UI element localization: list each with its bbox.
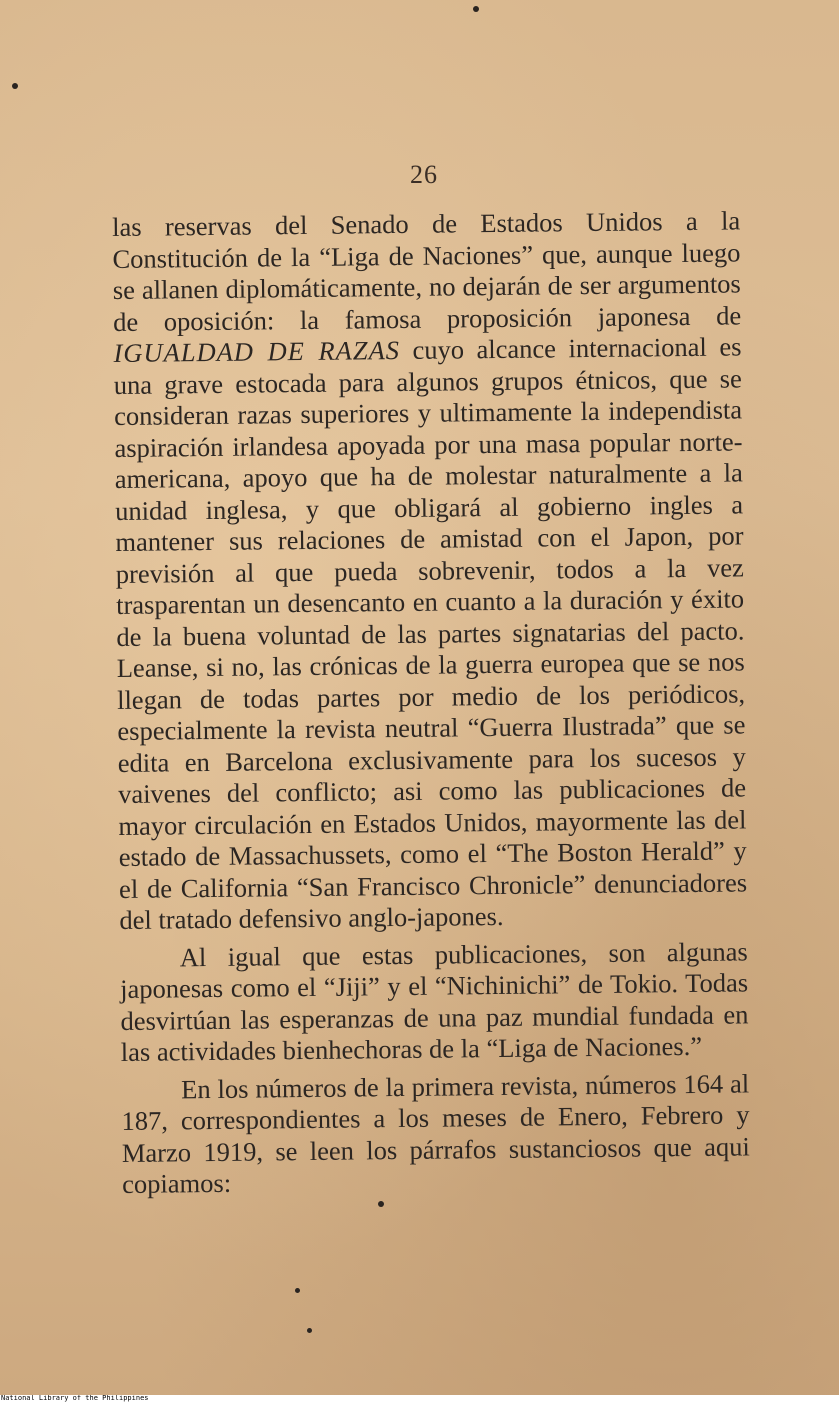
ink-speck-mid xyxy=(378,1201,384,1207)
footer-bar xyxy=(0,1395,839,1403)
ink-speck-lower-2 xyxy=(307,1328,312,1333)
body-text xyxy=(112,205,750,1206)
paragraph-1-text: las reservas del Senado de Estados Unidos a la Constitución de la “Liga de Naciones” que, aunque luego se allanen diplomáticamente, no dejarán de ser argumentos de oposición: la famosa proposición japonesa de xyxy=(112,205,742,337)
paragraph-2: Al igual que estas publicaciones, son algunas japonesas como el “Jiji” y el “Nichinichi” de Tokio. Todas desvirtúan las esperanzas de una paz mundial fundada en las actividades bienhechoras de la “Liga de Naciones.” xyxy=(119,935,749,1067)
library-credit: National Library of the Philippines xyxy=(1,1395,149,1402)
ink-speck-top xyxy=(473,6,479,12)
paragraph-1-continuation: cuyo alcance internacional es una grave estocada para algunos grupos étnicos, que se consideran razas superiores y ultimamente la independista aspiración irlandesa apoyada por una masa popular norte-americana, apoyo que ha de molestar naturalmente a la unidad inglesa, y que obligará al gobierno ingles a mantener sus relaciones de amistad con el Japon, por previsión al que pueda sobrevenir, todos a la vez trasparentan un desencanto en cuanto a la duración y éxito de la buena voluntad de las partes signatarias del pacto. Leanse, si no, las crónicas de la guerra europea que se nos llegan de todas partes por medio de los periódicos, especialmente la revista neutral “Guerra Ilustrada” que se edita en Barcelona exclusivamente para los sucesos y vaivenes del conflicto; asi como las publicaciones de mayor circulación en Estados Unidos, mayormente las del estado de Massachussets, como el “The Boston Herald” y el de California “San Francisco Chronicle” denunciadores del tratado defensivo anglo-japones. xyxy=(113,331,748,935)
emphasis-igualdad-de-razas: IGUALDAD DE RAZAS xyxy=(113,334,401,368)
paragraph-1 xyxy=(112,205,748,936)
ink-speck-lower-1 xyxy=(295,1288,300,1293)
paragraph-3: En los números de la primera revista, números 164 al 187, correspondientes a los meses de Enero, Febrero y Marzo 1919, se leen los párrafos sustanciosos que aqui copiamos: xyxy=(121,1067,750,1199)
page-number: 26 xyxy=(410,160,438,189)
ink-speck-left xyxy=(12,83,18,89)
